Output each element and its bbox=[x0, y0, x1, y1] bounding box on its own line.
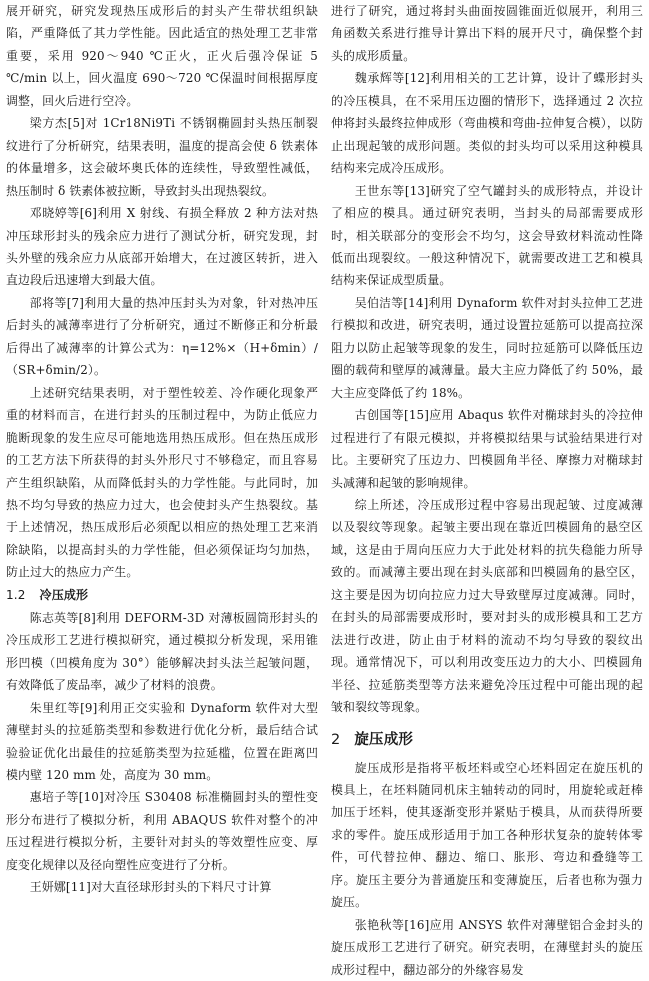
paragraph: 展开研究，研究发现热压成形后的封头产生带状组织缺陷，严重降低了其力学性能。因此适宜的热处理工艺非常重要，采用 920～940 ℃正火，正火后强冷保证 5 ℃/min 以上，回火温度 690～720 ℃保温时间根据厚度调整，回火后进行空冷。 bbox=[6, 4, 318, 108]
paragraph: 上述研究结果表明，对于塑性较差、冷作硬化现象严重的材料而言，在进行封头的压制过程中，为防止低应力脆断现象的发生应尽可能地选用热压成形。但在热压成形的工艺方法下所获得的封头外形尺寸不够稳定，而且容易产生组织缺陷，从而降低封头的力学性能。与此同时，加热不均匀导致的热应力过大，也会使封头产生热裂纹。基于上述情况，热压成形后必须配以相应的热处理工艺来消除缺陷，以提高封头的力学性能，但必须保证均匀加热，防止过大的热应力产生。 bbox=[6, 385, 318, 580]
section-title: 冷压成形 bbox=[39, 587, 89, 602]
paper-page bbox=[6, 0, 643, 977]
right-column bbox=[331, 0, 643, 977]
left-column bbox=[6, 0, 318, 928]
section-number: 2 bbox=[331, 731, 341, 748]
paragraph: 陈志英等[8]利用 DEFORM-3D 对薄板圆筒形封头的冷压成形工艺进行模拟研究，通过模拟分析发现，采用锥形凹模（凹模角度为 30°）能够解决封头法兰起皱问题，有效降低了废品率，减少了材料的浪费。 bbox=[6, 610, 318, 693]
paragraph: 部将等[7]利用大量的热冲压封头为对象，针对热冲压后封头的减薄率进行了分析研究，通过不断修正和分析最后得出了减薄率的计算公式为：η=12%×（H+δmin）/（SR+δmin/2）。 bbox=[6, 295, 318, 378]
paragraph: 王世东等[13]研究了空气罐封头的成形特点，并设计了相应的模具。通过研究表明，当封头的局部需要成形时，相关联部分的变形会不均匀，这会导致材料流动性降低而出现裂纹。一般这种情况下，就需要改进工艺和模具结构来保证成型质量。 bbox=[331, 183, 643, 288]
paragraph: 旋压成形是指将平板坯料或空心坯料固定在旋压机的模具上，在坯料随同机床主轴转动的同时，用旋轮或赶棒加压于坯料，使其逐渐变形并紧贴于模具，从而获得所要求的零件。旋压成形适用于加工各种形状复杂的旋转体零件，可代替拉伸、翻边、缩口、胀形、弯边和叠缝等工序。旋压主要分为普通旋压和变薄旋压，后者也称为强力旋压。 bbox=[331, 760, 643, 910]
paragraph: 张艳秋等[16]应用 ANSYS 软件对薄壁铝合金封头的旋压成形工艺进行了研究。研究表明，在薄壁封头的旋压成形过程中，翻边部分的外缘容易发 bbox=[331, 917, 643, 977]
paragraph: 邓晓婷等[6]利用 X 射线、有损全释放 2 种方法对热冲压球形封头的残余应力进行了测试分析，研究发现，封头外壁的残余应力从底部开始增大，在过渡区转折，进入直边段后迅速增大到最大值。 bbox=[6, 206, 318, 288]
paragraph: 进行了研究，通过将封头曲面按圆锥面近似展开，利用三角函数关系进行推导计算出下料的展开尺寸，确保整个封头的成形质量。 bbox=[331, 4, 643, 63]
section-heading-2 bbox=[331, 725, 643, 755]
paragraph: 王妍娜[11]对大直径球形封头的下料尺寸计算 bbox=[29, 880, 272, 895]
section-number: 1.2 bbox=[6, 587, 26, 602]
section-heading-1-2 bbox=[6, 584, 318, 607]
paragraph: 朱里红等[9]利用正交实验和 Dynaform 软件对大型薄壁封头的拉延筋类型和参数进行优化分析，最后结合试验验证优化出最佳的拉延筋类型为拉延槛，位置在距离凹模内壁 120 mm 处，高度为 30 mm。 bbox=[6, 700, 318, 782]
section-title: 旋压成形 bbox=[354, 731, 413, 748]
paragraph: 综上所述，冷压成形过程中容易出现起皱、过度减薄以及裂纹等现象。起皱主要出现在靠近凹模圆角的悬空区域，这是由于周向压应力大于此处材料的抗失稳能力所导致的。而减薄主要出现在封头底部和凹模圆角的悬空区，这主要是因为切向拉应力过大导致壁厚过度减薄。同时，在封头的局部需要成形时，要对封头的成形模具和工艺方法进行改进，防止由于材料的流动不均匀导致的裂纹出现。通常情况下，可以利用改变压边力的大小、凹模圆角半径、拉延筋类型等方法来避免冷压过程中可能出现的起皱和裂纹等现象。 bbox=[331, 497, 643, 715]
paragraph: 惠培子等[10]对冷压 S30408 标准椭圆封头的塑性变形分布进行了模拟分析，利用 ABAQUS 软件对整个的冲压过程进行模拟分析，主要针对封头的等效塑性应变、厚度变化规律以及径向塑性应变进行了分析。 bbox=[6, 790, 318, 872]
paragraph: 魏承辉等[12]利用相关的工艺计算，设计了蝶形封头的冷压模具，在不采用压边圈的情形下，选择通过 2 次拉伸将封头最终拉伸成形（弯曲模和弯曲-拉伸复合模），以防止出现起皱的成形问题。类似的封头均可以采用这种模具结构来完成冷压成形。 bbox=[331, 71, 643, 176]
paragraph: 梁方杰[5]对 1Cr18Ni9Ti 不锈钢椭圆封头热压制裂纹进行了分析研究，结果表明，温度的提高会使 δ 铁素体的体量增多，这会破坏奥氏体的连续性，导致塑性减低，热压制时 δ 铁素体被拉断，导致封头出现热裂纹。 bbox=[6, 116, 318, 198]
paragraph: 吴伯洁等[14]利用 Dynaform 软件对封头拉伸工艺进行模拟和改进，研究表明，通过设置拉延筋可以提高拉深阻力以防止起皱等现象的发生，同时拉延筋可以降低压边圈的载荷和壁厚的减薄量。最大主应力降低了约 50%，最大主应变降低了约 18%。 bbox=[331, 295, 643, 400]
paragraph: 古创国等[15]应用 Abaqus 软件对椭球封头的冷拉伸过程进行了有限元模拟，并将模拟结果与试验结果进行对比。主要研究了压边力、凹模圆角半径、摩擦力对椭球封头减薄和起皱的影响规律。 bbox=[331, 408, 643, 490]
